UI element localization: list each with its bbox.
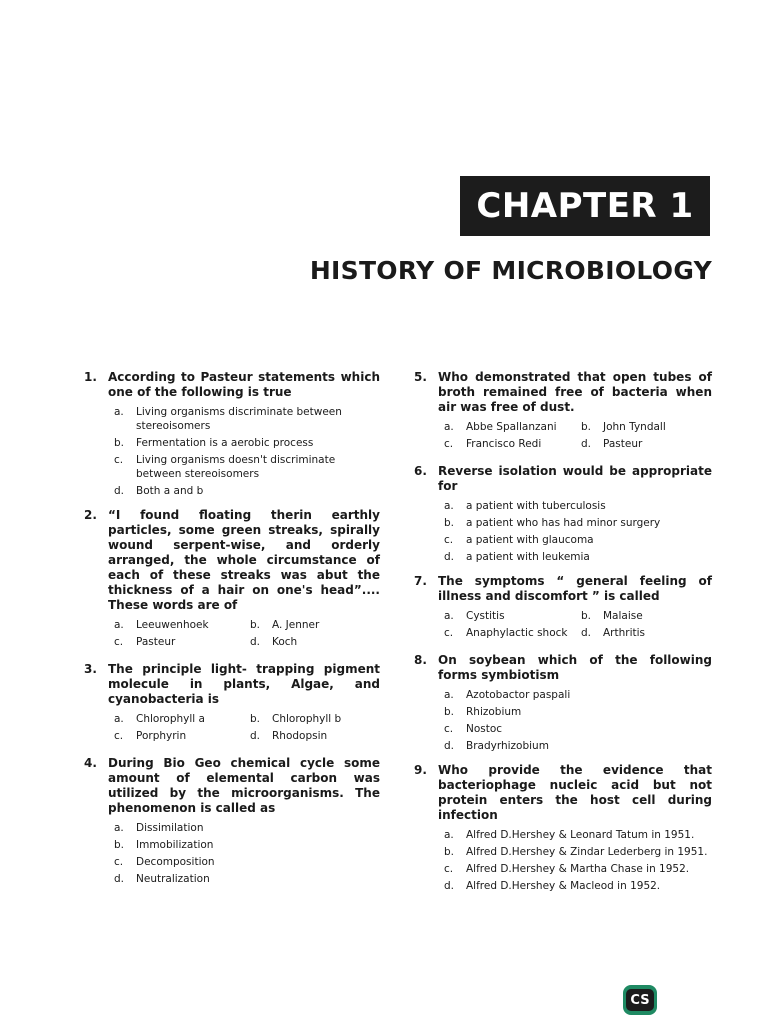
question (414, 574, 712, 643)
option-text: Abbe Spallanzani (466, 421, 557, 433)
question-number: 9. (414, 763, 427, 777)
question-text: On soybean which of the following forms symbiotism (438, 653, 712, 682)
question-text: Reverse isolation would be appropriate for (438, 464, 712, 493)
option-text: Immobilization (136, 839, 214, 851)
options-list (114, 821, 380, 886)
option-text: Decomposition (136, 856, 215, 868)
option-letter: a. (114, 406, 124, 418)
option-text: Alfred D.Hershey & Macleod in 1952. (466, 880, 661, 892)
options-list (114, 405, 380, 498)
question-header (84, 756, 380, 816)
question (84, 370, 380, 498)
question-header (414, 464, 712, 494)
options-list (114, 618, 380, 652)
question-number: 7. (414, 574, 427, 588)
option-letter: c. (114, 856, 124, 868)
question-text: The principle light- trapping pigment molecule in plants, Algae, and cyanobacteria is (108, 662, 380, 706)
option-item (250, 635, 380, 649)
option-text: Alfred D.Hershey & Martha Chase in 1952. (466, 863, 690, 875)
question-number: 8. (414, 653, 427, 667)
options-list (444, 499, 712, 564)
option-letter: d. (114, 485, 125, 497)
option-text: a patient with tuberculosis (466, 500, 606, 512)
option-text: Bradyrhizobium (466, 740, 549, 752)
chapter-label: CHAPTER 1 (460, 176, 710, 236)
option-item (114, 872, 380, 886)
option-letter: b. (114, 839, 125, 851)
option-item (444, 688, 712, 702)
option-text: Rhodopsin (272, 730, 328, 742)
option-letter: b. (250, 619, 261, 631)
option-letter: c. (444, 534, 454, 546)
option-text: a patient with glaucoma (466, 534, 594, 546)
option-letter: d. (581, 627, 592, 639)
option-item (444, 722, 712, 736)
option-text: Porphyrin (136, 730, 187, 742)
option-item (250, 712, 380, 726)
option-letter: b. (114, 437, 125, 449)
option-item (114, 855, 380, 869)
option-letter: b. (250, 713, 261, 725)
question-text: The symptoms “ general feeling of illness and discomfort ” is called (438, 574, 712, 603)
option-text: A. Jenner (272, 619, 320, 631)
option-text: Cystitis (466, 610, 505, 622)
option-text: Anaphylactic shock (466, 627, 568, 639)
option-item (581, 437, 712, 451)
option-letter: d. (444, 880, 455, 892)
option-text: Both a and b (136, 485, 204, 497)
option-item (114, 838, 380, 852)
option-item (444, 845, 712, 859)
option-item (114, 436, 380, 450)
option-letter: c. (444, 863, 454, 875)
question-header (84, 370, 380, 400)
option-text: Chlorophyll b (272, 713, 342, 725)
option-item (444, 609, 575, 623)
question-text: During Bio Geo chemical cycle some amount of elemental carbon was utilized by the microorganisms. The phenomenon is called as (108, 756, 380, 815)
option-letter: d. (444, 740, 455, 752)
option-letter: d. (444, 551, 455, 563)
question-text: Who provide the evidence that bacteriophage nucleic acid but not protein enters the host cell during infection (438, 763, 712, 822)
option-item (444, 499, 712, 513)
option-text: Leeuwenhoek (136, 619, 209, 631)
question-text: “I found floating therin earthly particles, some green streaks, spirally wound serpent-wise, and orderly arranged, the whole circumstance of each of these streaks was abut the thickness of a hair on one's head”.... These words are of (108, 508, 380, 612)
option-letter: c. (114, 730, 124, 742)
question (84, 508, 380, 652)
option-item (444, 420, 575, 434)
options-list (114, 712, 380, 746)
option-text: a patient with leukemia (466, 551, 590, 563)
option-item (250, 729, 380, 743)
option-item (444, 533, 712, 547)
option-text: Fermentation is a aerobic process (136, 437, 314, 449)
options-list (444, 609, 712, 643)
option-item (581, 420, 712, 434)
option-text: Living organisms discriminate between stereoisomers (136, 406, 342, 432)
option-letter: d. (114, 873, 125, 885)
option-item (444, 828, 712, 842)
options-list (444, 420, 712, 454)
camscanner-logo (623, 985, 657, 1015)
option-letter: c. (444, 438, 454, 450)
question (414, 763, 712, 893)
option-text: Nostoc (466, 723, 503, 735)
option-letter: b. (581, 421, 592, 433)
option-text: Alfred D.Hershey & Zindar Lederberg in 1951. (466, 846, 708, 858)
option-item (444, 626, 575, 640)
option-letter: d. (250, 636, 261, 648)
option-letter: a. (444, 500, 454, 512)
option-item (444, 437, 575, 451)
option-text: Malaise (603, 610, 643, 622)
camscanner-logo-text: CS (626, 989, 654, 1011)
option-letter: a. (114, 713, 124, 725)
option-letter: a. (444, 829, 454, 841)
question (414, 370, 712, 454)
option-item (114, 405, 380, 433)
left-column (84, 370, 380, 896)
question-number: 3. (84, 662, 97, 676)
options-list (444, 828, 712, 893)
question-header (414, 370, 712, 415)
option-item (581, 626, 712, 640)
question-header (414, 653, 712, 683)
question (414, 653, 712, 753)
option-letter: b. (581, 610, 592, 622)
option-item (581, 609, 712, 623)
question-number: 6. (414, 464, 427, 478)
option-text: Pasteur (136, 636, 176, 648)
option-item (250, 618, 380, 632)
option-item (444, 705, 712, 719)
option-text: John Tyndall (603, 421, 666, 433)
option-text: Alfred D.Hershey & Leonard Tatum in 1951. (466, 829, 695, 841)
option-text: Dissimilation (136, 822, 204, 834)
question-number: 5. (414, 370, 427, 384)
option-letter: c. (444, 723, 454, 735)
option-text: Chlorophyll a (136, 713, 205, 725)
option-item (114, 729, 244, 743)
option-item (444, 739, 712, 753)
question (84, 756, 380, 886)
option-letter: d. (581, 438, 592, 450)
option-letter: b. (444, 846, 455, 858)
option-text: Rhizobium (466, 706, 522, 718)
option-letter: c. (114, 454, 124, 466)
question-text: Who demonstrated that open tubes of broth remained free of bacteria when air was free of dust. (438, 370, 712, 414)
option-item (114, 635, 244, 649)
options-list (444, 688, 712, 753)
chapter-title: HISTORY OF MICROBIOLOGY (309, 256, 712, 285)
option-text: Living organisms doesn't discriminate between stereoisomers (136, 454, 336, 480)
option-letter: a. (444, 421, 454, 433)
option-text: Koch (272, 636, 298, 648)
option-item (444, 550, 712, 564)
question-text: According to Pasteur statements which one of the following is true (108, 370, 380, 399)
option-text: Arthritis (603, 627, 646, 639)
option-letter: a. (444, 689, 454, 701)
option-text: Francisco Redi (466, 438, 542, 450)
option-item (444, 862, 712, 876)
option-letter: b. (444, 706, 455, 718)
option-text: a patient who has had minor surgery (466, 517, 661, 529)
question-number: 1. (84, 370, 97, 384)
option-item (114, 618, 244, 632)
option-item (114, 821, 380, 835)
question (414, 464, 712, 564)
question-number: 2. (84, 508, 97, 522)
option-letter: a. (114, 822, 124, 834)
option-letter: c. (114, 636, 124, 648)
option-text: Neutralization (136, 873, 210, 885)
question-number: 4. (84, 756, 97, 770)
question (84, 662, 380, 746)
option-letter: b. (444, 517, 455, 529)
option-letter: a. (444, 610, 454, 622)
question-header (414, 574, 712, 604)
option-letter: d. (250, 730, 261, 742)
option-letter: c. (444, 627, 454, 639)
option-letter: a. (114, 619, 124, 631)
question-header (84, 662, 380, 707)
option-item (444, 516, 712, 530)
option-text: Pasteur (603, 438, 643, 450)
question-header (84, 508, 380, 613)
right-column (414, 370, 712, 903)
option-text: Azotobactor paspali (466, 689, 571, 701)
option-item (444, 879, 712, 893)
option-item (114, 484, 380, 498)
option-item (114, 712, 244, 726)
question-header (414, 763, 712, 823)
option-item (114, 453, 380, 481)
